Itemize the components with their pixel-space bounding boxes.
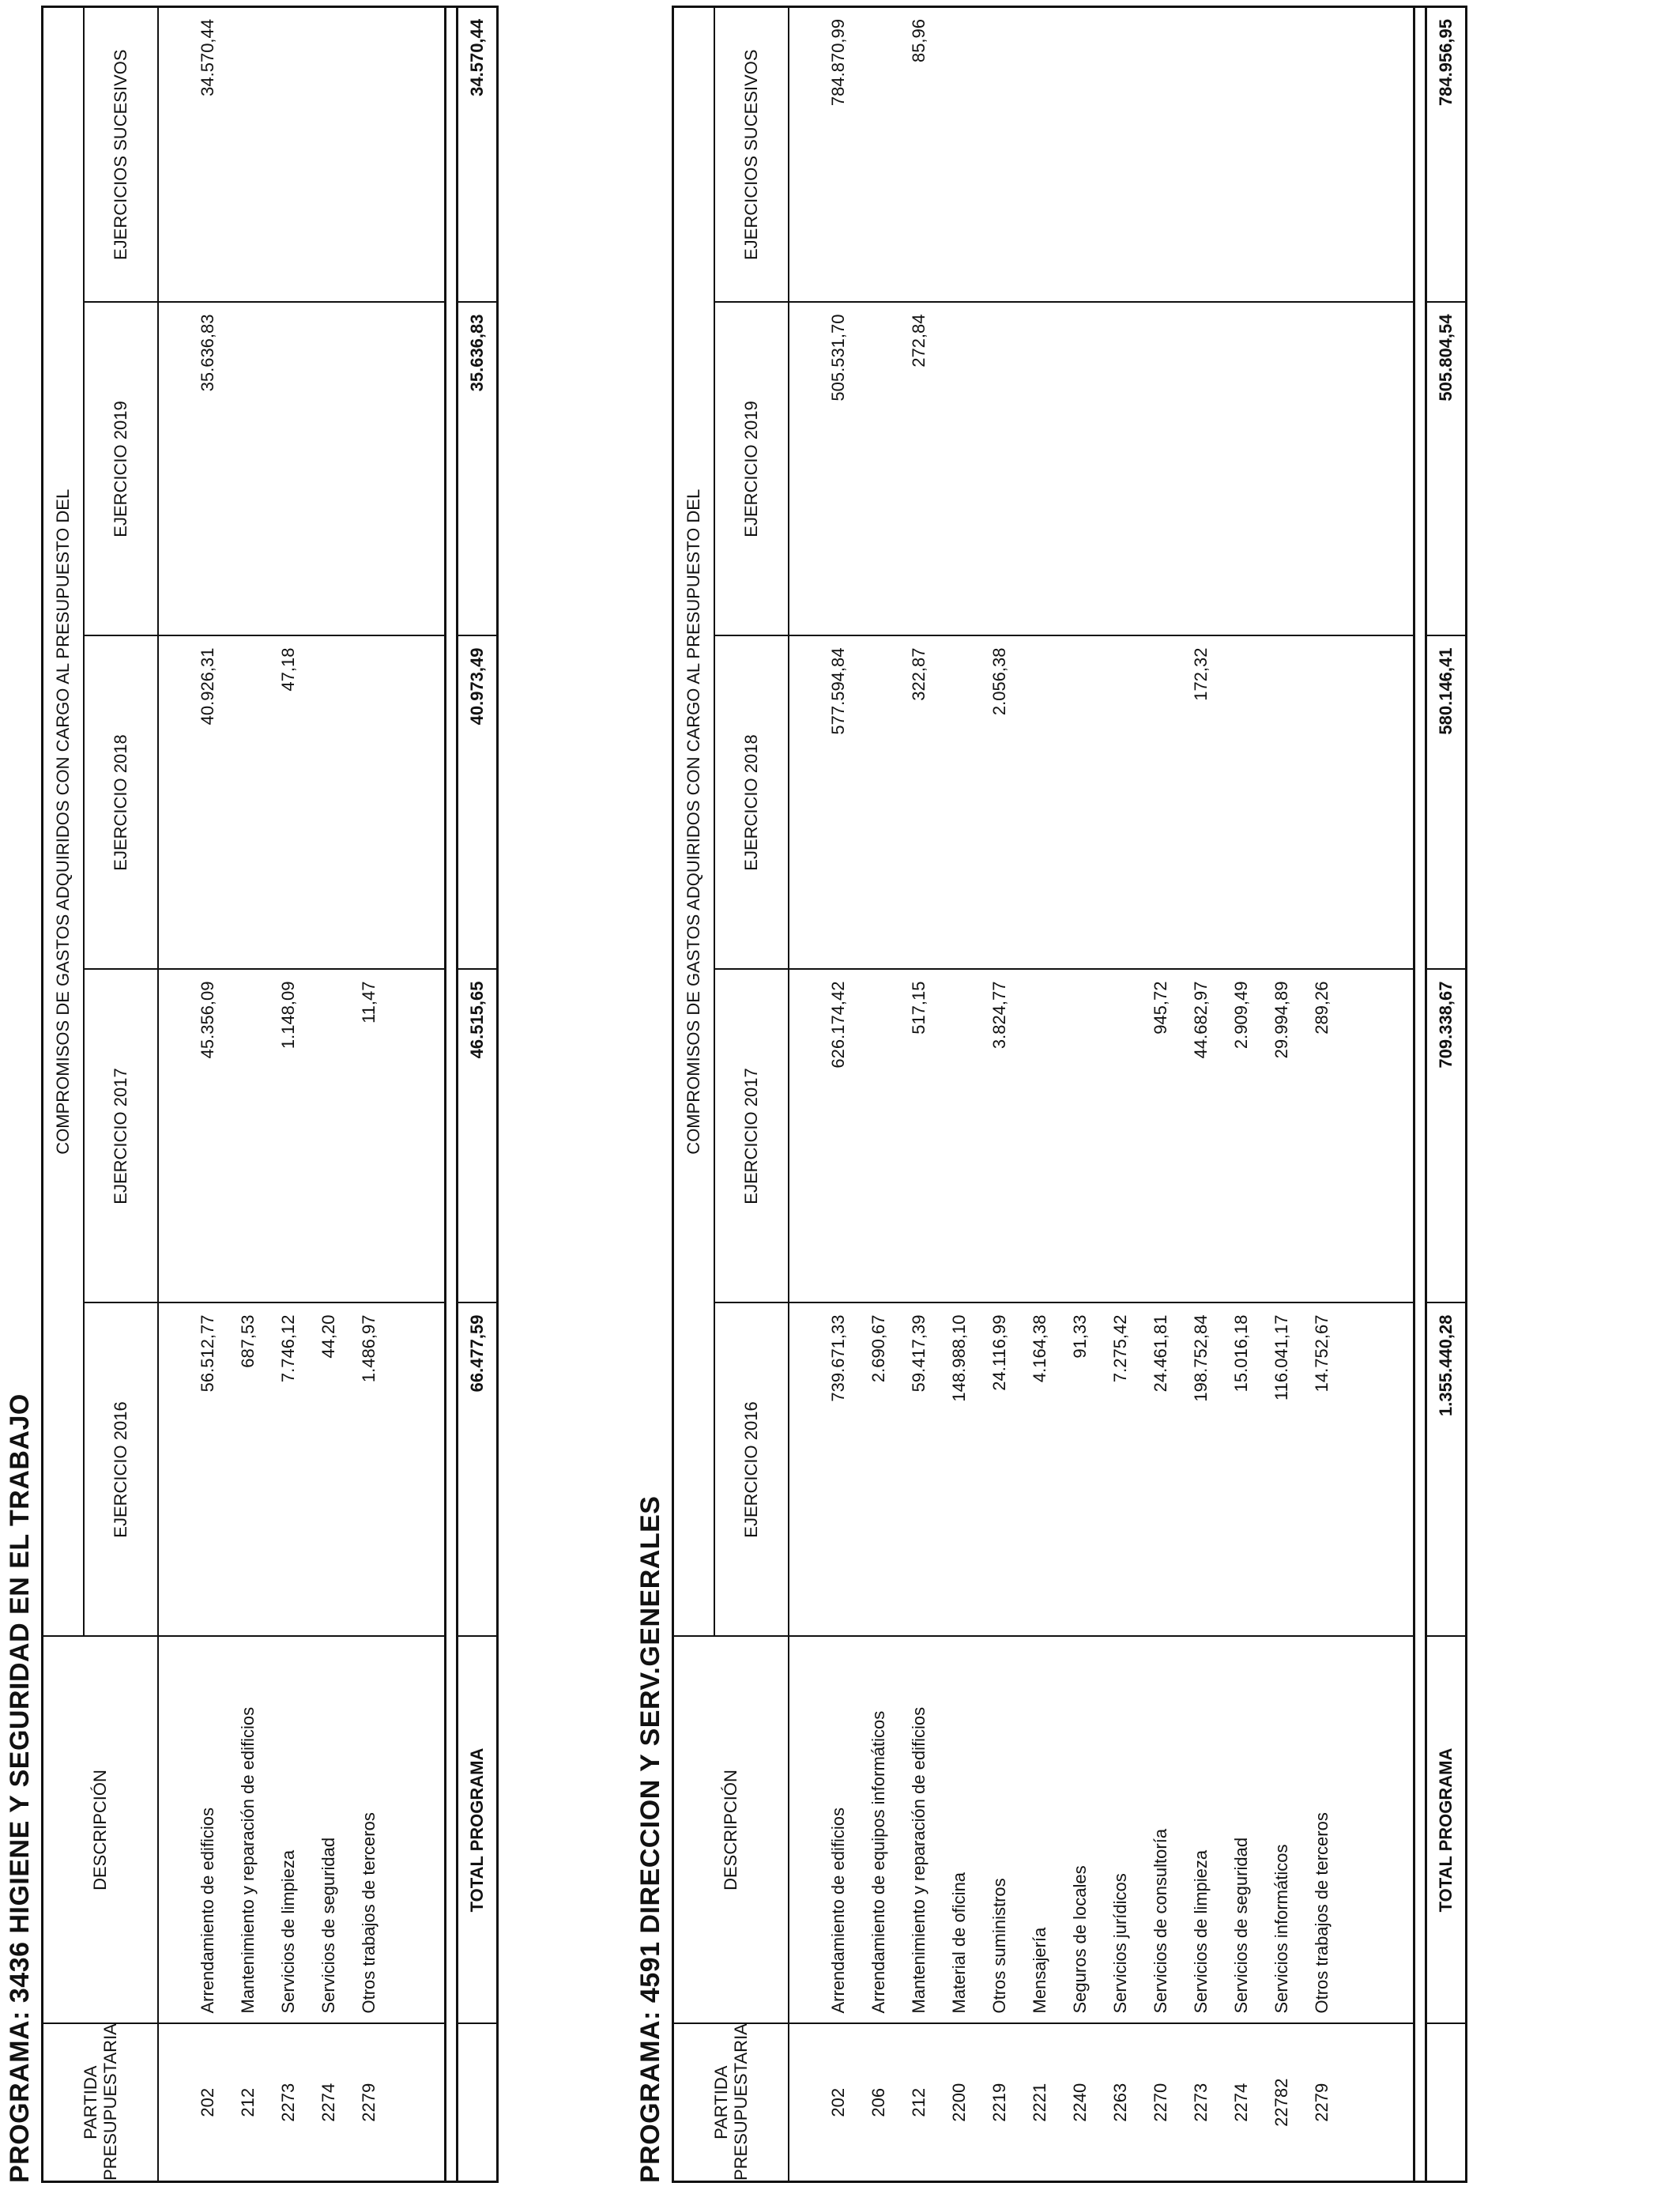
value-2017 <box>228 970 268 1303</box>
value-2016: 59.417,39 <box>898 1303 939 1637</box>
compromisos-header: COMPROMISOS DE GASTOS ADQUIRIDOS CON CARGO AL PRESUPUESTO DEL <box>673 6 715 1636</box>
compromisos-header: COMPROMISOS DE GASTOS ADQUIRIDOS CON CARGO AL PRESUPUESTO DEL <box>43 6 85 1636</box>
item-description: Arrendamiento de edificios <box>789 1637 858 2024</box>
budget-table <box>41 6 499 2183</box>
total-2016: 66.477,59 <box>458 1303 498 1637</box>
value-2017: 44.682,97 <box>1181 970 1221 1303</box>
item-description: Arrendamiento de edificios <box>158 1637 228 2024</box>
year-2016-header: EJERCICIO 2016 <box>84 1303 158 1637</box>
value-sucesivos <box>308 6 348 302</box>
partida-header: PARTIDA PRESUPUESTARIA <box>673 2024 789 2182</box>
value-2016: 44,20 <box>308 1303 348 1637</box>
value-2019: 35.636,83 <box>158 303 228 636</box>
value-2017 <box>308 970 348 1303</box>
value-2019 <box>1140 303 1181 636</box>
item-description: Mantenimiento y reparación de edificios <box>898 1637 939 2024</box>
value-2018 <box>1100 636 1140 970</box>
item-description: Servicios de consultoría <box>1140 1637 1181 2024</box>
value-2019 <box>979 303 1019 636</box>
total-2017: 709.338,67 <box>1426 970 1467 1303</box>
partida-code: 206 <box>858 2024 898 2182</box>
table-row <box>1221 6 1261 2181</box>
total-label: TOTAL PROGRAMA <box>1426 1637 1467 2024</box>
year-2016-header: EJERCICIO 2016 <box>714 1303 789 1637</box>
value-2018: 2.056,38 <box>979 636 1019 970</box>
value-2017 <box>1060 970 1100 1303</box>
item-description: Servicios de limpieza <box>268 1637 308 2024</box>
value-2016: 7.746,12 <box>268 1303 308 1637</box>
filler-row <box>389 6 446 2181</box>
table-row <box>268 6 308 2181</box>
value-sucesivos <box>939 6 979 302</box>
value-2017: 11,47 <box>348 970 389 1303</box>
item-description: Servicios de seguridad <box>1221 1637 1261 2024</box>
partida-code: 2274 <box>308 2024 348 2182</box>
total-2019: 35.636,83 <box>458 303 498 636</box>
value-2016: 15.016,18 <box>1221 1303 1261 1637</box>
value-2019 <box>1181 303 1221 636</box>
year-2018-header: EJERCICIO 2018 <box>714 636 789 970</box>
value-2016: 739.671,33 <box>789 1303 858 1637</box>
item-description: Otros trabajos de terceros <box>348 1637 389 2024</box>
year-2017-header: EJERCICIO 2017 <box>714 970 789 1303</box>
partida-code: 212 <box>898 2024 939 2182</box>
value-sucesivos: 85,96 <box>898 6 939 302</box>
value-2017: 517,15 <box>898 970 939 1303</box>
table-row <box>898 6 939 2181</box>
partida-code: 202 <box>158 2024 228 2182</box>
item-description: Material de oficina <box>939 1637 979 2024</box>
total-2018: 40.973,49 <box>458 636 498 970</box>
program-title: PROGRAMA: 3436 HIGIENE Y SEGURIDAD EN EL TRABAJO <box>5 1393 35 2183</box>
partida-code: 2200 <box>939 2024 979 2182</box>
value-2017: 945,72 <box>1140 970 1181 1303</box>
table-body <box>158 6 446 2181</box>
value-sucesivos <box>228 6 268 302</box>
value-2018 <box>1221 636 1261 970</box>
value-sucesivos: 34.570,44 <box>158 6 228 302</box>
table-body <box>789 6 1414 2181</box>
table-row <box>158 6 228 2181</box>
total-row <box>458 6 498 2181</box>
value-2017: 29.994,89 <box>1261 970 1301 1303</box>
value-2018: 47,18 <box>268 636 308 970</box>
item-description: Servicios jurídicos <box>1100 1637 1140 2024</box>
value-2019 <box>308 303 348 636</box>
value-2016: 198.752,84 <box>1181 1303 1221 1637</box>
item-description: Servicios de seguridad <box>308 1637 348 2024</box>
partida-header: PARTIDA PRESUPUESTARIA <box>43 2024 159 2182</box>
table-row <box>858 6 898 2181</box>
value-2016: 1.486,97 <box>348 1303 389 1637</box>
value-sucesivos <box>979 6 1019 302</box>
table-row <box>1261 6 1301 2181</box>
value-sucesivos <box>1221 6 1261 302</box>
year-2018-header: EJERCICIO 2018 <box>84 636 158 970</box>
total-2018: 580.146,41 <box>1426 636 1467 970</box>
value-sucesivos: 784.870,99 <box>789 6 858 302</box>
value-sucesivos <box>1301 6 1342 302</box>
year-2019-header: EJERCICIO 2019 <box>714 303 789 636</box>
value-2017 <box>1100 970 1140 1303</box>
value-2018 <box>1019 636 1060 970</box>
value-2016: 56.512,77 <box>158 1303 228 1637</box>
partida-code: 2279 <box>1301 2024 1342 2182</box>
value-2019: 505.531,70 <box>789 303 858 636</box>
partida-code: 2274 <box>1221 2024 1261 2182</box>
value-2017: 1.148,09 <box>268 970 308 1303</box>
partida-code: 212 <box>228 2024 268 2182</box>
total-2017: 46.515,65 <box>458 970 498 1303</box>
item-description: Arrendamiento de equipos informáticos <box>858 1637 898 2024</box>
partida-code: 2279 <box>348 2024 389 2182</box>
value-2017 <box>858 970 898 1303</box>
table-row <box>228 6 268 2181</box>
value-2018 <box>228 636 268 970</box>
value-2018 <box>858 636 898 970</box>
sucesivos-header: EJERCICIOS SUCESIVOS <box>84 6 158 302</box>
partida-code: 2273 <box>268 2024 308 2182</box>
value-2019 <box>268 303 308 636</box>
partida-code: 2240 <box>1060 2024 1100 2182</box>
total-label: TOTAL PROGRAMA <box>458 1637 498 2024</box>
total-sucesivos: 34.570,44 <box>458 6 498 302</box>
value-2018 <box>939 636 979 970</box>
value-2016: 24.116,99 <box>979 1303 1019 1637</box>
value-2019 <box>228 303 268 636</box>
value-2017 <box>939 970 979 1303</box>
table-row <box>1140 6 1181 2181</box>
value-2017 <box>1019 970 1060 1303</box>
value-2018: 577.594,84 <box>789 636 858 970</box>
value-2018 <box>1301 636 1342 970</box>
value-2016: 24.461,81 <box>1140 1303 1181 1637</box>
table-row <box>1019 6 1060 2181</box>
value-2018 <box>1261 636 1301 970</box>
value-2019: 272,84 <box>898 303 939 636</box>
item-description: Servicios informáticos <box>1261 1637 1301 2024</box>
value-2019 <box>1301 303 1342 636</box>
value-sucesivos <box>858 6 898 302</box>
partida-code: 2263 <box>1100 2024 1140 2182</box>
value-2016: 116.041,17 <box>1261 1303 1301 1637</box>
partida-code: 2270 <box>1140 2024 1181 2182</box>
item-description: Mantenimiento y reparación de edificios <box>228 1637 268 2024</box>
value-2016: 2.690,67 <box>858 1303 898 1637</box>
table-row <box>1100 6 1140 2181</box>
table-row <box>348 6 389 2181</box>
value-2019 <box>858 303 898 636</box>
value-sucesivos <box>268 6 308 302</box>
total-2016: 1.355.440,28 <box>1426 1303 1467 1637</box>
budget-table <box>672 6 1467 2183</box>
sucesivos-header: EJERCICIOS SUCESIVOS <box>714 6 789 302</box>
value-sucesivos <box>348 6 389 302</box>
partida-code: 2219 <box>979 2024 1019 2182</box>
value-2017: 626.174,42 <box>789 970 858 1303</box>
value-2018 <box>348 636 389 970</box>
item-description: Otros trabajos de terceros <box>1301 1637 1342 2024</box>
value-2017: 45.356,09 <box>158 970 228 1303</box>
value-sucesivos <box>1181 6 1221 302</box>
value-2016: 687,53 <box>228 1303 268 1637</box>
partida-code: 2273 <box>1181 2024 1221 2182</box>
total-sucesivos: 784.956,95 <box>1426 6 1467 302</box>
item-description: Servicios de limpieza <box>1181 1637 1221 2024</box>
value-2017: 289,26 <box>1301 970 1342 1303</box>
item-description: Mensajería <box>1019 1637 1060 2024</box>
value-2017: 2.909,49 <box>1221 970 1261 1303</box>
value-2017: 3.824,77 <box>979 970 1019 1303</box>
value-sucesivos <box>1019 6 1060 302</box>
table-row <box>1301 6 1342 2181</box>
value-sucesivos <box>1100 6 1140 302</box>
value-sucesivos <box>1261 6 1301 302</box>
value-2018 <box>1060 636 1100 970</box>
partida-code: 2221 <box>1019 2024 1060 2182</box>
value-sucesivos <box>1060 6 1100 302</box>
table-row <box>308 6 348 2181</box>
value-2018 <box>1140 636 1181 970</box>
total-2019: 505.804,54 <box>1426 303 1467 636</box>
descripcion-header: DESCRIPCIÓN <box>673 1637 789 2024</box>
table-row <box>1181 6 1221 2181</box>
value-2019 <box>1060 303 1100 636</box>
item-description: Otros suministros <box>979 1637 1019 2024</box>
year-2019-header: EJERCICIO 2019 <box>84 303 158 636</box>
table-row <box>789 6 858 2181</box>
partida-code: 202 <box>789 2024 858 2182</box>
partida-code: 22782 <box>1261 2024 1301 2182</box>
value-2018: 322,87 <box>898 636 939 970</box>
item-description: Seguros de locales <box>1060 1637 1100 2024</box>
value-2016: 91,33 <box>1060 1303 1100 1637</box>
descripcion-header: DESCRIPCIÓN <box>43 1637 159 2024</box>
table-row <box>979 6 1019 2181</box>
total-row <box>1426 6 1467 2181</box>
value-2018 <box>308 636 348 970</box>
value-2019 <box>348 303 389 636</box>
value-2016: 4.164,38 <box>1019 1303 1060 1637</box>
table-row <box>939 6 979 2181</box>
value-2019 <box>1019 303 1060 636</box>
value-2018: 40.926,31 <box>158 636 228 970</box>
filler-row <box>1342 6 1414 2181</box>
value-2019 <box>1221 303 1261 636</box>
value-2016: 14.752,67 <box>1301 1303 1342 1637</box>
value-2016: 148.988,10 <box>939 1303 979 1637</box>
year-2017-header: EJERCICIO 2017 <box>84 970 158 1303</box>
value-sucesivos <box>1140 6 1181 302</box>
value-2019 <box>1261 303 1301 636</box>
value-2016: 7.275,42 <box>1100 1303 1140 1637</box>
value-2019 <box>1100 303 1140 636</box>
table-row <box>1060 6 1100 2181</box>
program-title: PROGRAMA: 4591 DIRECCION Y SERV.GENERALES <box>635 1495 665 2183</box>
value-2019 <box>939 303 979 636</box>
value-2018: 172,32 <box>1181 636 1221 970</box>
